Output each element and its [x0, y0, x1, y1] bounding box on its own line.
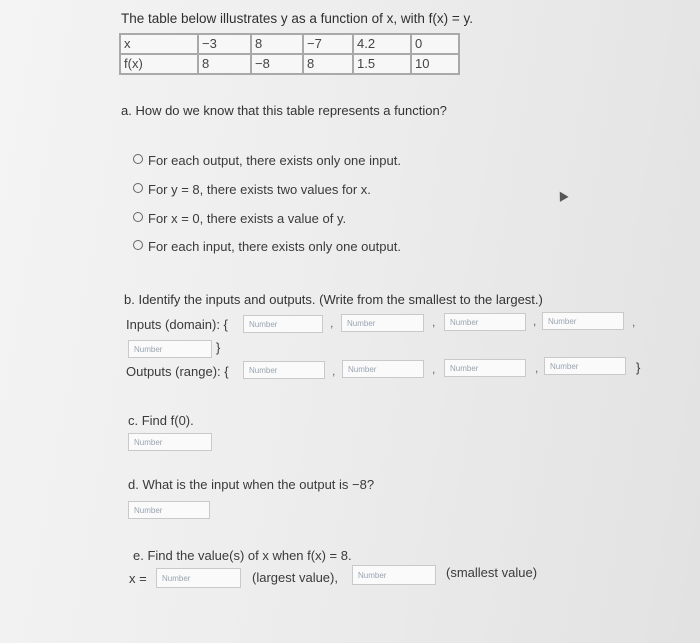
table-cell: 8 [303, 54, 353, 74]
input-domain-1[interactable]: Number [243, 315, 323, 333]
comma: , [330, 316, 334, 330]
table-row-fx [120, 54, 459, 74]
table-cell: −8 [251, 54, 303, 74]
comma: , [632, 315, 636, 329]
table-header-fx: f(x) [120, 54, 198, 74]
table-cell: 4.2 [353, 34, 411, 54]
question-e: e. Find the value(s) of x when f(x) = 8. [133, 548, 352, 563]
comma: , [533, 314, 537, 328]
smallest-label: (smallest value) [446, 565, 538, 580]
table-cell: −7 [303, 34, 353, 54]
inputs-label: Inputs (domain): { [126, 317, 228, 332]
option-3[interactable] [133, 211, 346, 226]
question-b: b. Identify the inputs and outputs. (Write from the smallest to the largest.) [124, 292, 543, 307]
mouse-cursor-icon [555, 189, 568, 202]
option-label: For y = 8, there exists two values for x. [148, 182, 371, 197]
intro-text: The table below illustrates y as a function of x, with f(x) = y. [121, 11, 474, 26]
input-domain-4[interactable]: Number [542, 312, 624, 330]
input-range-4[interactable]: Number [544, 357, 626, 375]
option-label: For each input, there exists only one output. [148, 239, 401, 254]
radio-icon[interactable] [133, 154, 143, 164]
input-domain-3[interactable]: Number [444, 313, 526, 331]
closing-brace: } [636, 360, 641, 375]
option-label: For x = 0, there exists a value of y. [148, 211, 347, 226]
outputs-label: Outputs (range): { [126, 364, 229, 379]
function-table [119, 33, 460, 75]
input-d[interactable]: Number [128, 501, 210, 519]
table-cell: −3 [198, 34, 251, 54]
table-cell: 1.5 [353, 54, 411, 74]
option-1[interactable] [133, 153, 401, 168]
question-a: a. How do we know that this table represents a function? [121, 103, 447, 118]
table-cell: 8 [198, 54, 251, 74]
input-x-smallest[interactable]: Number [352, 565, 436, 585]
radio-icon[interactable] [133, 240, 143, 250]
input-domain-2[interactable]: Number [341, 314, 424, 332]
table-cell: 8 [251, 34, 303, 54]
input-domain-5[interactable]: Number [128, 340, 212, 358]
input-range-2[interactable]: Number [342, 360, 424, 378]
input-x-largest[interactable]: Number [156, 568, 241, 588]
radio-icon[interactable] [133, 212, 143, 222]
table-row-x [120, 34, 459, 54]
option-label: For each output, there exists only one input. [148, 153, 401, 168]
x-equals-label: x = [129, 571, 147, 586]
input-f0[interactable]: Number [128, 433, 212, 451]
radio-icon[interactable] [133, 183, 143, 193]
largest-label: (largest value), [252, 570, 338, 585]
table-header-x: x [120, 34, 198, 54]
question-d: d. What is the input when the output is −8? [128, 477, 375, 492]
option-4[interactable] [133, 239, 401, 254]
comma: , [432, 315, 436, 329]
input-range-3[interactable]: Number [444, 359, 526, 377]
comma: , [432, 362, 436, 376]
option-2[interactable] [133, 182, 371, 197]
question-c: c. Find f(0). [128, 413, 194, 428]
comma: , [332, 364, 336, 378]
table-cell: 0 [411, 34, 459, 54]
closing-brace: } [216, 340, 221, 355]
table-cell: 10 [411, 54, 459, 74]
input-range-1[interactable]: Number [243, 361, 325, 379]
comma: , [535, 361, 539, 375]
